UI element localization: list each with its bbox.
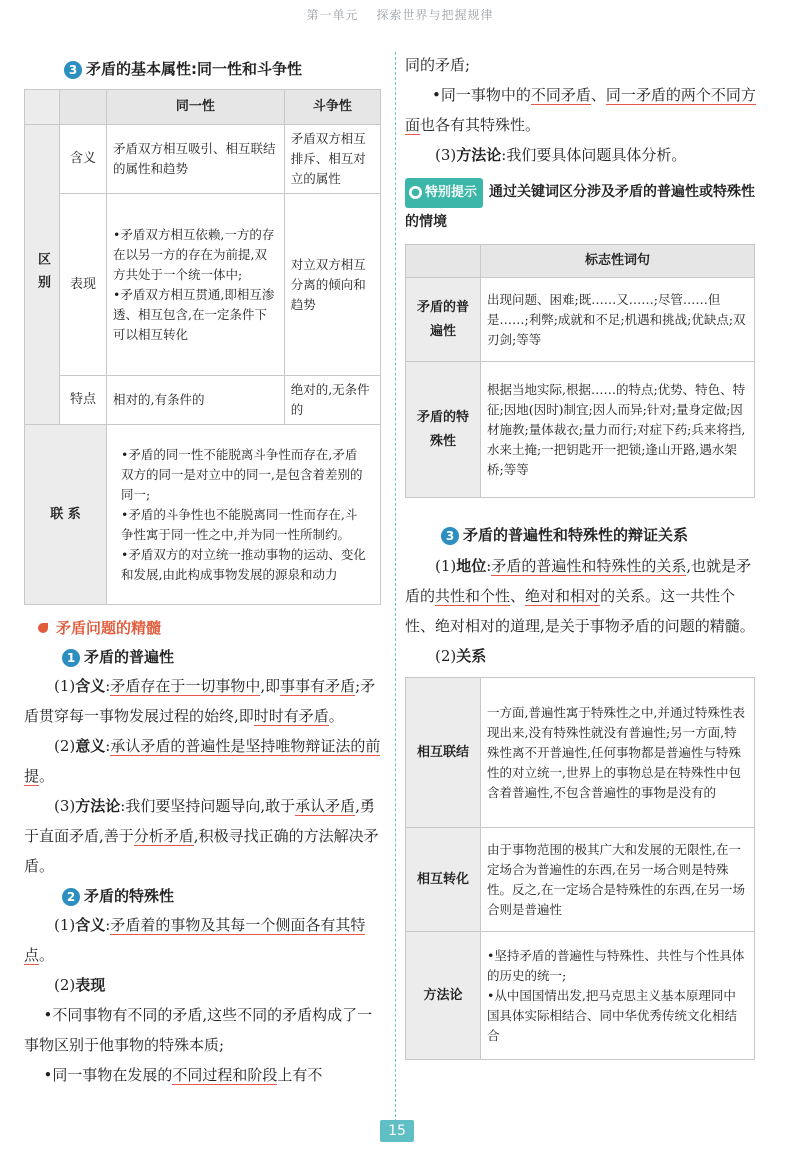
heading-text: 矛盾的特殊性 <box>84 887 175 905</box>
row-label: 含义 <box>60 125 107 194</box>
cell-line: •坚持矛盾的普遍性与特殊性、共性与个性具体的历史的统一; <box>487 947 745 983</box>
row-label-link: 联 系 <box>25 425 107 605</box>
heading-text: 矛盾的普遍性 <box>84 648 175 666</box>
cell-line: •矛盾双方相互依赖,一方的存在以另一方的存在为前提,双方共处于一个统一体中; <box>113 226 275 282</box>
left-column <box>24 56 384 1090</box>
header-unit: 第一单元 <box>306 8 359 22</box>
row-label: 方法论 <box>406 932 481 1060</box>
table-cell: 一方面,普遍性寓于特殊性之中,并通过特殊性表现出来,没有特殊性就没有普遍性;另一方面,特殊性离不开普遍性,任何事物都是普遍性与特殊性的对立统一,世界上的事物总是在特殊性中包含着普遍性,不包含普遍性的事物是没有的 <box>481 678 755 828</box>
paragraph-meaning: (1)含义:矛盾存在于一切事物中,即事事有矛盾;矛盾贯穿每一事物发展过程的始终,即时时有矛盾。 <box>24 677 376 725</box>
cell-line: •从中国国情出发,把马克思主义基本原理同中国具体实际相结合、同中华优秀传统文化相结合 <box>487 987 738 1043</box>
bullet-item: •不同事物有不同的矛盾,这些不同的矛盾构成了一事物区别于他事物的特殊本质; <box>24 1006 373 1054</box>
heading-text: 矛盾的普遍性和特殊性的辩证关系 <box>463 526 689 544</box>
table-cell <box>107 194 285 376</box>
number-badge: 2 <box>62 888 80 906</box>
heading-text: 矛盾的基本属性:同一性和斗争性 <box>86 60 303 78</box>
section-heading-dialectical <box>441 524 760 545</box>
paragraph-status: (1)地位:矛盾的普遍性和特殊性的关系,也就是矛盾的共性和个性、绝对和相对的关系。这一共性个性、绝对相对的道理,是关于事物矛盾的问题的精髓。 <box>405 557 755 635</box>
row-label: 相互联结 <box>406 678 481 828</box>
paragraph-significance: (2)意义:承认矛盾的普遍性是坚持唯物辩证法的前提。 <box>24 737 381 785</box>
table-cell: 出现问题、困难;既……又……;尽管……但是……;利弊;成就和不足;机遇和挑战;优缺点;双刃剑;等等 <box>481 278 755 362</box>
row-label: 特点 <box>60 376 107 425</box>
row-label: 矛盾的普遍性 <box>406 278 481 362</box>
bullet-item: •同一事物中的不同矛盾、同一矛盾的两个不同方面也各有其特殊性。 <box>405 86 756 134</box>
col-header-identity: 同一性 <box>107 90 285 125</box>
keyword-table <box>405 244 755 498</box>
tip-icon: ● <box>409 186 422 199</box>
section-heading-basic-attributes <box>64 58 384 79</box>
relation-table <box>405 677 755 1060</box>
identity-struggle-table <box>24 89 381 605</box>
paragraph-relation: (2)关系 <box>435 647 487 665</box>
table-cell: 矛盾双方相互排斥、相互对立的属性 <box>284 125 380 194</box>
header-title: 探索世界与把握规律 <box>376 8 494 22</box>
number-badge: 1 <box>62 649 80 667</box>
special-tip <box>405 178 760 236</box>
paragraph-methodology: (3)方法论:我们要坚持问题导向,敢于承认矛盾,勇于直面矛盾,善于分析矛盾,积极寻找正确的方法解决矛盾。 <box>24 797 379 875</box>
table-corner <box>406 245 481 278</box>
paragraph-manifestation: (2)表现 <box>54 976 106 994</box>
running-header <box>0 6 800 23</box>
number-badge: 3 <box>441 527 459 545</box>
cell-line: •矛盾双方的对立统一推动事物的运动、变化和发展,由此构成事物发展的源泉和动力 <box>121 546 366 582</box>
cell-line: •矛盾的同一性不能脱离斗争性而存在,矛盾双方的同一是对立中的同一,是包含着差别的同一; <box>121 446 363 502</box>
bullet-item: •同一事物在发展的不同过程和阶段上有不 <box>43 1066 323 1084</box>
section-heading-particularity <box>62 885 384 906</box>
table-cell: 对立双方相互分离的倾向和趋势 <box>284 194 380 376</box>
page-number: 15 <box>380 1120 414 1142</box>
col-header-struggle: 斗争性 <box>284 90 380 125</box>
tip-text: 通过关键词区分涉及矛盾的普遍性或特殊性的情境 <box>405 184 756 230</box>
table-cell: 绝对的,无条件的 <box>284 376 380 425</box>
paragraph-methodology-3: (3)方法论:我们要具体问题具体分析。 <box>435 146 687 164</box>
row-label: 相互转化 <box>406 828 481 932</box>
essence-heading <box>38 617 384 638</box>
number-badge: 3 <box>64 61 82 79</box>
table-cell <box>481 932 755 1060</box>
column-divider <box>395 52 396 1122</box>
col-header-keywords: 标志性词句 <box>481 245 755 278</box>
table-cell: 矛盾双方相互吸引、相互联结的属性和趋势 <box>107 125 285 194</box>
leaf-icon <box>38 623 48 633</box>
table-corner <box>60 90 107 125</box>
continued-text: 同的矛盾; <box>405 56 471 74</box>
row-label: 矛盾的特殊性 <box>406 362 481 498</box>
row-label: 表现 <box>60 194 107 376</box>
heading-text: 矛盾问题的精髓 <box>56 619 162 637</box>
cell-line: •矛盾双方相互贯通,即相互渗透、相互包含,在一定条件下可以相互转化 <box>113 286 275 342</box>
paragraph-meaning-2: (1)含义:矛盾着的事物及其每一个侧面各有其特点。 <box>24 916 366 964</box>
right-column <box>405 50 760 1060</box>
table-cell: 由于事物范围的极其广大和发展的无限性,在一定场合为普遍性的东西,在另一场合则是特殊性。反之,在一定场合是特殊性的东西,在另一场合则是普遍性 <box>481 828 755 932</box>
group-label-difference: 区别 <box>25 125 60 425</box>
tip-badge: ● 特别提示 <box>405 178 483 208</box>
cell-line: •矛盾的斗争性也不能脱离同一性而存在,斗争性寓于同一性之中,并为同一性所制约。 <box>121 506 358 542</box>
table-cell: 根据当地实际,根据……的特点;优势、特色、特征;因地(因时)制宜;因人而异;针对;量身定做;因材施教;量体裁衣;量力而行;对症下药;兵来将挡,水来土掩;一把钥匙开一把锁;逢山开路,遇水架桥;等等 <box>481 362 755 498</box>
table-cell <box>107 425 381 605</box>
table-cell: 相对的,有条件的 <box>107 376 285 425</box>
section-heading-universality <box>62 646 384 667</box>
table-corner <box>25 90 60 125</box>
